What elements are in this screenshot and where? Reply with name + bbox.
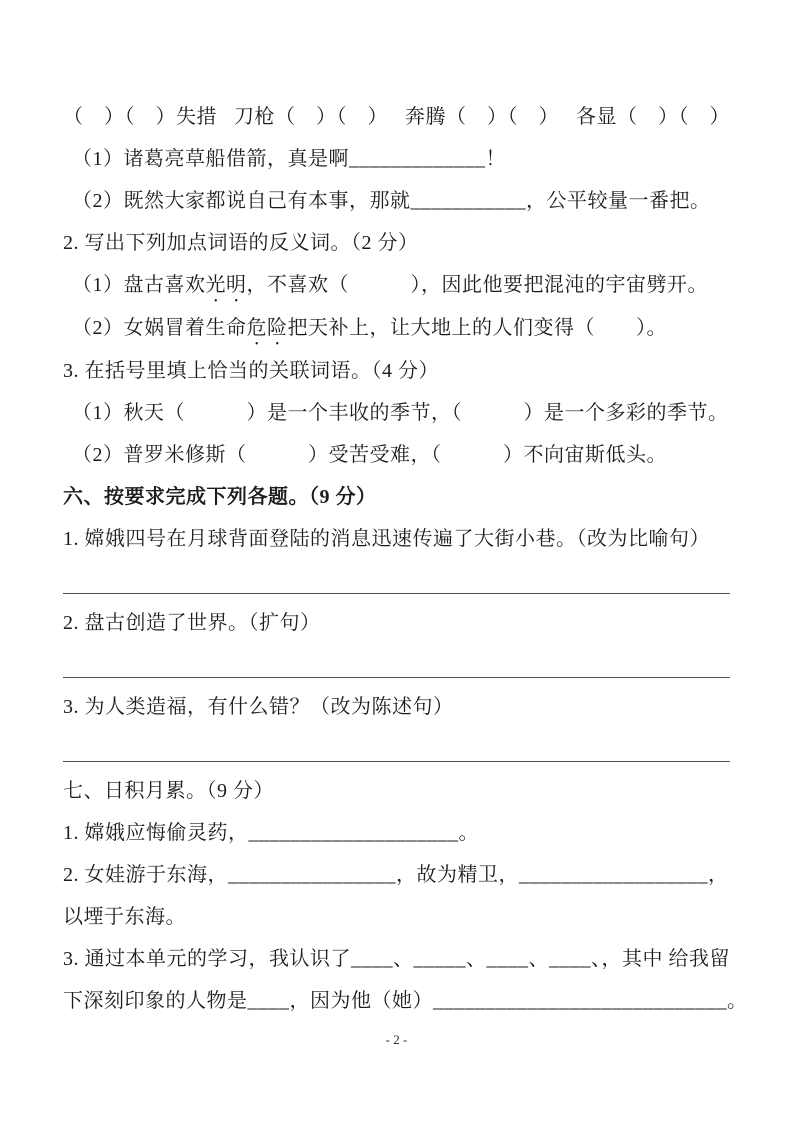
section-six-q2: 2. 盘古创造了世界。（扩句） [63, 612, 321, 634]
word-fill-row [63, 96, 730, 138]
section-seven-q3-line1: 3. 通过本单元的学习，我认识了____、_____、____、____、，其中 给我留 [63, 948, 730, 970]
section-six-heading: 六、按要求完成下列各题。（9 分） [63, 486, 377, 508]
antonyms-item-2-emphasized-word: 危险 [246, 317, 288, 339]
answer-writing-line [63, 728, 730, 770]
antonyms-item-1 [63, 264, 730, 307]
conjunctions-item-2: （2）普罗米修斯（ ）受苦受难，（ ）不向宙斯低头。 [72, 444, 667, 466]
section-seven-heading: 七、日积月累。（9 分） [63, 780, 274, 802]
antonyms-item-2-post: 把天补上，让大地上的人们变得（ ）。 [287, 317, 667, 339]
antonyms-item-1-post: ，不喜欢（ ），因此他要把混沌的宇宙劈开。 [246, 274, 708, 296]
word-fill-group: 各显（ ）（ ） [576, 106, 730, 128]
answer-rule [63, 593, 730, 594]
section-six-q3: 3. 为人类造福，有什么错？（改为陈述句） [63, 696, 454, 718]
antonyms-item-1-pre: （1）盘古喜欢 [72, 274, 206, 296]
conjunctions-item-1: （1）秋天（ ）是一个丰收的季节，（ ）是一个多彩的季节。 [72, 402, 729, 424]
word-fill-group: 刀枪（ ）（ ） [234, 106, 388, 128]
conjunctions-heading: 3. 在括号里填上恰当的关联词语。（4 分） [63, 360, 439, 382]
answer-rule [63, 677, 730, 678]
word-fill-sentence-2: （2）既然大家都说自己有本事，那就___________，公平较量一番把。 [72, 190, 711, 212]
word-fill-sentence-1: （1）诸葛亮草船借箭，真是啊_____________！ [72, 148, 506, 170]
antonyms-item-1-emphasized-word: 光明 [205, 274, 247, 296]
word-fill-group: 奔腾（ ）（ ） [405, 106, 559, 128]
page-number: - 2 - [385, 1032, 408, 1047]
section-seven-q1: 1. 嫦娥应悔偷灵药，____________________。 [63, 822, 479, 844]
antonyms-item-2 [63, 307, 730, 350]
word-fill-group: （ ）（ ）失措 [63, 106, 217, 128]
answer-writing-line [63, 560, 730, 602]
section-seven-q2-line1: 2. 女娃游于东海，________________，故为精卫，__________________， [63, 864, 729, 886]
antonyms-heading: 2. 写出下列加点词语的反义词。（2 分） [63, 232, 419, 254]
section-seven-q3-line2: 下深刻印象的人物是____，因为他（她）____________________________。 [63, 990, 748, 1012]
answer-rule [63, 761, 730, 762]
section-seven-q2-line2: 以堙于东海。 [63, 906, 186, 928]
antonyms-item-2-pre: （2）女娲冒着生命 [72, 317, 247, 339]
answer-writing-line [63, 644, 730, 686]
section-six-q1: 1. 嫦娥四号在月球背面登陆的消息迅速传遍了大街小巷。（改为比喻句） [63, 528, 710, 550]
